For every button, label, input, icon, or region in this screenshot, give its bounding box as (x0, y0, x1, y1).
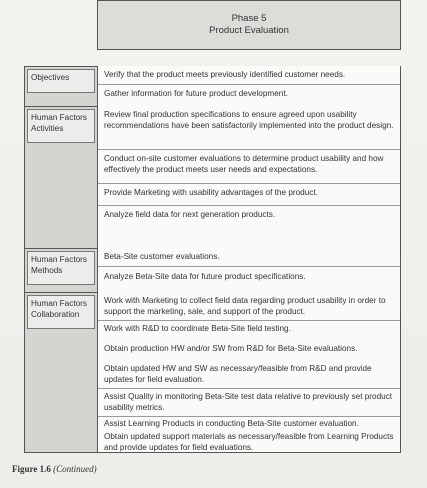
row-objectives (24, 66, 401, 106)
list-item: Assist Learning Products in conducting Beta-Site customer evaluation. (104, 419, 359, 428)
row-label: Objectives (27, 69, 95, 93)
item-divider (98, 84, 400, 85)
table-header (97, 0, 401, 50)
item-divider (98, 388, 400, 389)
row-content (97, 106, 401, 248)
item-divider (98, 149, 400, 150)
item-divider (98, 416, 400, 417)
list-item: Conduct on-site customer evaluations to determine product usability and how effectively the product meets user needs and expectations. (104, 154, 384, 174)
list-item: Provide Marketing with usability advantages of the product. (104, 188, 318, 197)
list-item: Review final production specifications to ensure agreed upon usability recommendations have been satisfactorily implemented into the product design. (104, 110, 394, 130)
list-item: Analyze field data for next generation products. (104, 210, 276, 219)
list-item: Obtain production HW and/or SW from R&D for Beta-Site evaluations. (104, 344, 358, 353)
list-item: Obtain updated HW and SW as necessary/feasible from R&D and provide updates for field evaluation. (104, 364, 372, 384)
list-item: Beta-Site customer evaluations. (104, 252, 220, 261)
item-divider (98, 320, 400, 321)
phase-table (24, 0, 404, 460)
list-item: Assist Quality in monitoring Beta-Site test data relative to previously set product usability metrics. (104, 392, 393, 412)
figure-note: (Continued) (53, 464, 97, 474)
row-content (97, 248, 401, 292)
row-activities (24, 106, 401, 248)
figure-caption (12, 464, 97, 474)
item-divider (98, 266, 400, 267)
item-divider (98, 205, 400, 206)
list-item: Gather information for future product development. (104, 89, 288, 98)
header-phase: Phase 5 (231, 13, 267, 24)
row-content (97, 292, 401, 453)
header-title: Product Evaluation (209, 25, 289, 36)
row-label: Human Factors Methods (27, 251, 95, 285)
list-item: Obtain updated support materials as necessary/feasible from Learning Products and provide updates for field evaluations. (104, 432, 394, 452)
list-item: Analyze Beta-Site data for future product specifications. (104, 272, 306, 281)
list-item: Verify that the product meets previously identified customer needs. (104, 70, 346, 79)
row-collaboration (24, 292, 401, 453)
row-content (97, 66, 401, 106)
row-label: Human Factors Activities (27, 109, 95, 143)
list-item: Work with Marketing to collect field data regarding product usability in order to support the marketing, sale, and support of the product. (104, 296, 386, 316)
row-label: Human Factors Collaboration (27, 295, 95, 329)
figure-number: Figure 1.6 (12, 464, 51, 474)
list-item: Work with R&D to coordinate Beta-Site field testing. (104, 324, 291, 333)
row-methods (24, 248, 401, 292)
item-divider (98, 183, 400, 184)
